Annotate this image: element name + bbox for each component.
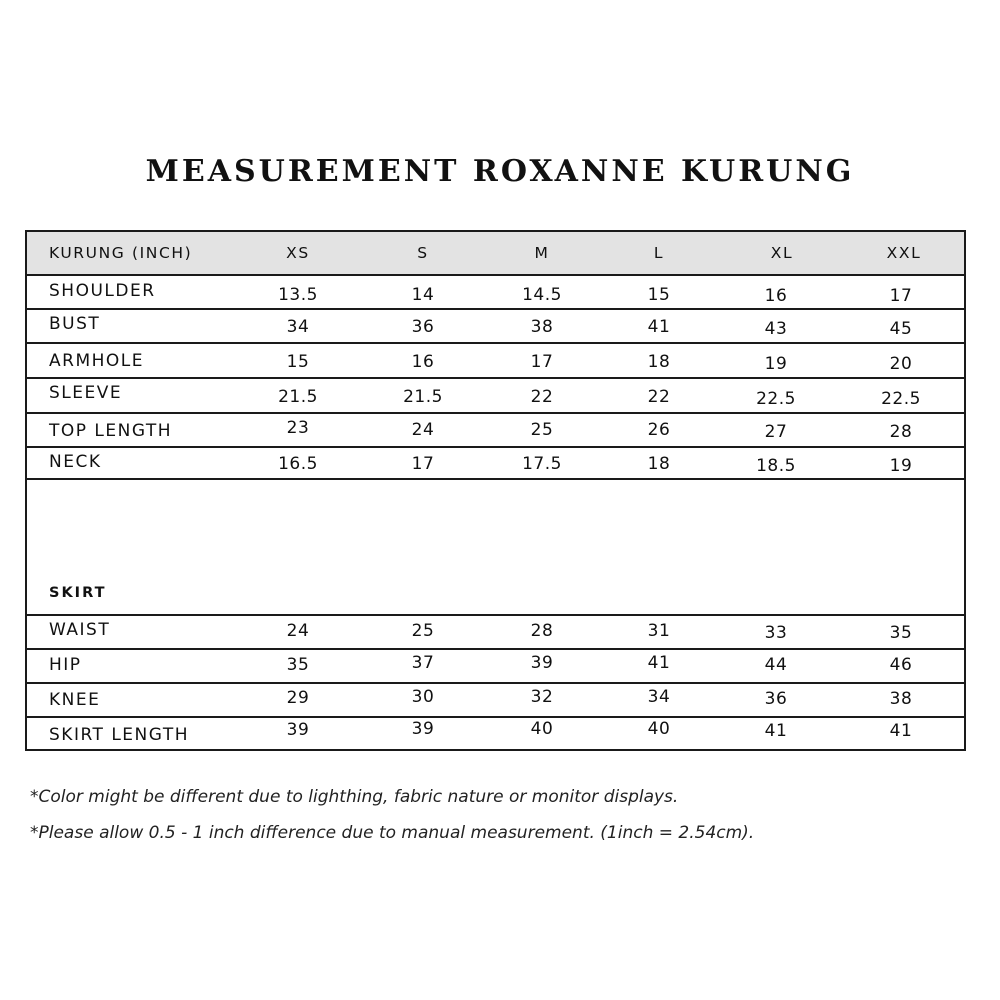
cell-value: 45 <box>889 319 913 339</box>
cell-value: 41 <box>889 721 913 741</box>
cell-value: 46 <box>889 655 913 675</box>
cell-value: 27 <box>764 422 788 442</box>
table-row-top-length <box>27 414 964 448</box>
cell-value: 16.5 <box>278 454 318 474</box>
row-label: TOP LENGTH <box>49 421 173 441</box>
cell-value: 15 <box>286 352 310 372</box>
cell-value: 18.5 <box>756 456 796 476</box>
size-header-l: L <box>653 244 665 262</box>
cell-value: 25 <box>411 621 435 641</box>
cell-value: 22.5 <box>881 389 921 409</box>
table-row-sleeve <box>27 379 964 414</box>
size-header-xs: XS <box>286 244 310 262</box>
cell-value: 32 <box>530 687 554 707</box>
row-label: SKIRT LENGTH <box>49 725 189 745</box>
cell-value: 15 <box>647 285 671 305</box>
table-row-skirt-length <box>27 718 964 749</box>
disclaimer-notes <box>30 785 754 857</box>
cell-value: 41 <box>647 653 671 673</box>
cell-value: 33 <box>764 623 788 643</box>
row-label: WAIST <box>49 620 111 640</box>
table-row-hip <box>27 650 964 684</box>
cell-value: 17 <box>530 352 554 372</box>
cell-value: 25 <box>530 420 554 440</box>
cell-value: 16 <box>764 286 788 306</box>
table-row-shoulder <box>27 276 964 310</box>
cell-value: 34 <box>647 687 671 707</box>
cell-value: 22 <box>530 387 554 407</box>
cell-value: 28 <box>889 422 913 442</box>
row-label: NECK <box>49 452 102 472</box>
cell-value: 36 <box>764 689 788 709</box>
size-header-m: M <box>534 244 550 262</box>
cell-value: 44 <box>764 655 788 675</box>
cell-value: 19 <box>764 354 788 374</box>
cell-value: 22 <box>647 387 671 407</box>
cell-value: 17 <box>889 286 913 306</box>
cell-value: 43 <box>764 319 788 339</box>
row-label: SHOULDER <box>49 281 156 301</box>
cell-value: 40 <box>530 719 554 739</box>
cell-value: 39 <box>411 719 435 739</box>
cell-value: 26 <box>647 420 671 440</box>
size-header-xxl: XXL <box>886 244 922 262</box>
cell-value: 14.5 <box>522 285 562 305</box>
cell-value: 19 <box>889 456 913 476</box>
cell-value: 35 <box>889 623 913 643</box>
table-header-row <box>27 232 964 276</box>
cell-value: 17 <box>411 454 435 474</box>
cell-value: 23 <box>286 418 310 438</box>
cell-value: 21.5 <box>403 387 443 407</box>
cell-value: 36 <box>411 317 435 337</box>
row-label: HIP <box>49 655 82 675</box>
cell-value: 30 <box>411 687 435 707</box>
cell-value: 41 <box>647 317 671 337</box>
size-header-xl: XL <box>770 244 794 262</box>
cell-value: 37 <box>411 653 435 673</box>
cell-value: 17.5 <box>522 454 562 474</box>
cell-value: 39 <box>286 720 310 740</box>
cell-value: 13.5 <box>278 285 318 305</box>
cell-value: 24 <box>286 621 310 641</box>
row-label: BUST <box>49 314 101 334</box>
table-row-knee <box>27 684 964 718</box>
table-row-bust <box>27 310 964 344</box>
cell-value: 24 <box>411 420 435 440</box>
cell-value: 20 <box>889 354 913 374</box>
cell-value: 35 <box>286 655 310 675</box>
table-row-waist <box>27 616 964 650</box>
cell-value: 18 <box>647 352 671 372</box>
cell-value: 18 <box>647 454 671 474</box>
table-row-neck <box>27 448 964 480</box>
row-label: KNEE <box>49 690 101 710</box>
cell-value: 31 <box>647 621 671 641</box>
color-disclaimer: *Color might be different due to lighthing, fabric nature or monitor displays. <box>30 787 679 807</box>
cell-value: 38 <box>889 689 913 709</box>
skirt-section-title: SKIRT <box>49 585 107 601</box>
skirt-section-row <box>27 480 964 616</box>
cell-value: 38 <box>530 317 554 337</box>
row-label: ARMHOLE <box>49 351 144 371</box>
cell-value: 28 <box>530 621 554 641</box>
cell-value: 34 <box>286 317 310 337</box>
cell-value: 22.5 <box>756 389 796 409</box>
cell-value: 41 <box>764 721 788 741</box>
measurement-disclaimer: *Please allow 0.5 - 1 inch difference due to manual measurement. (1inch = 2.54cm). <box>30 823 755 843</box>
cell-value: 16 <box>411 352 435 372</box>
size-chart-table <box>25 230 966 751</box>
cell-value: 21.5 <box>278 387 318 407</box>
cell-value: 14 <box>411 285 435 305</box>
cell-value: 39 <box>530 653 554 673</box>
size-header-s: S <box>417 244 429 262</box>
page-title: MEASUREMENT ROXANNE KURUNG <box>145 154 855 189</box>
cell-value: 29 <box>286 688 310 708</box>
row-label: SLEEVE <box>49 383 123 403</box>
cell-value: 40 <box>647 719 671 739</box>
header-label: KURUNG (INCH) <box>49 244 193 262</box>
table-row-armhole <box>27 344 964 379</box>
